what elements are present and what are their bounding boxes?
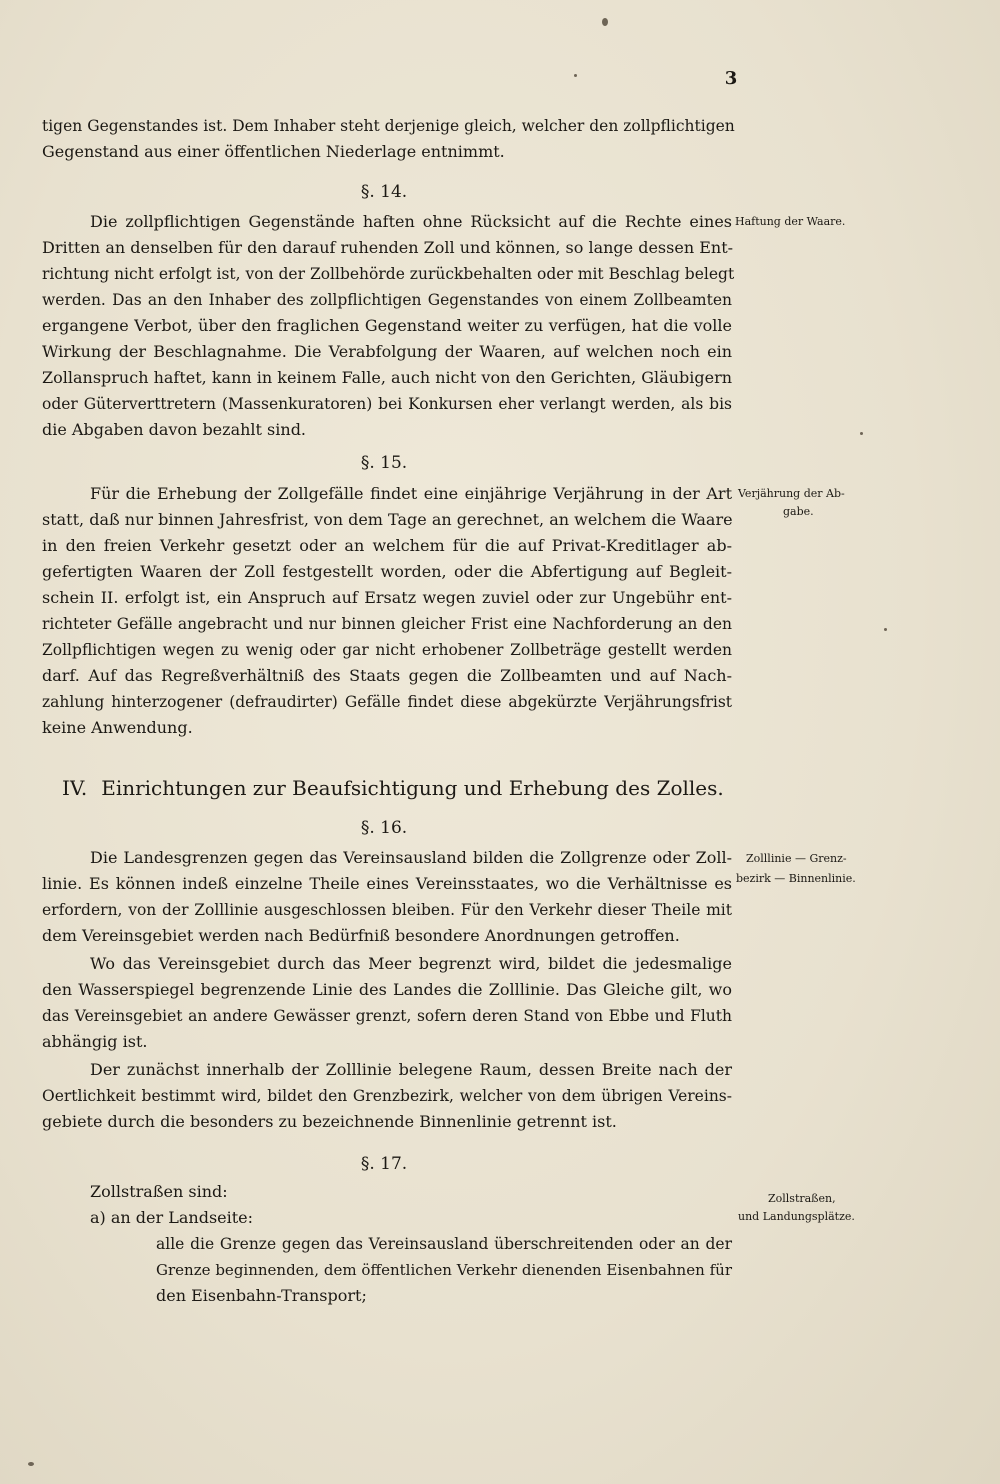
margin-note: und Landungsplätze. <box>738 1210 855 1223</box>
body-line: den Wasserspiegel begrenzende Linie des Landes die Zolllinie. Das Gleiche gilt, wo <box>42 980 732 999</box>
paper-speck <box>574 74 577 77</box>
body-line: richtung nicht erfolgt ist, von der Zollbehörde zurückbehalten oder mit Beschlag belegt <box>42 265 735 283</box>
page-number: 3 <box>724 68 738 89</box>
body-line: die Abgaben davon bezahlt sind. <box>42 420 307 439</box>
paper-speck <box>28 1462 34 1466</box>
body-line: richteter Gefälle angebracht und nur binnen gleicher Frist eine Nachforderung an den <box>42 615 732 633</box>
margin-note: Zollstraßen, <box>768 1192 836 1205</box>
body-line: werden. Das an den Inhaber des zollpflichtigen Gegenstandes von einem Zollbeamten <box>42 291 732 309</box>
body-line: gebiete durch die besonders zu bezeichnende Binnenlinie getrennt ist. <box>42 1112 617 1131</box>
body-line: tigen Gegenstandes ist. Dem Inhaber steht derjenige gleich, welcher den zollpflichtigen <box>42 117 735 135</box>
body-line: alle die Grenze gegen das Vereinsausland überschreitenden oder an der <box>156 1235 732 1253</box>
margin-note: Zolllinie — Grenz- <box>746 852 847 865</box>
body-line: Gegenstand aus einer öffentlichen Niederlage entnimmt. <box>42 142 505 161</box>
body-line: zahlung hinterzogener (defraudirter) Gefälle findet diese abgekürzte Verjährungsfrist <box>42 693 732 711</box>
chapter-heading <box>62 776 724 800</box>
section-title: §. 15. <box>360 453 408 473</box>
body-line: Grenze beginnenden, dem öffentlichen Verkehr dienenden Eisenbahnen für <box>156 1261 732 1279</box>
chapter-title: Einrichtungen zur Beaufsichtigung und Erhebung des Zolles. <box>101 776 724 800</box>
section-title: §. 14. <box>360 182 408 202</box>
body-line: Für die Erhebung der Zollgefälle findet eine einjährige Verjährung in der Art <box>90 484 732 503</box>
chapter-number: IV. <box>62 776 88 800</box>
body-line: Zollpflichtigen wegen zu wenig oder gar nicht erhobener Zollbeträge gestellt werden <box>42 641 732 659</box>
body-line: den Eisenbahn-Transport; <box>156 1286 367 1305</box>
body-line: Die Landesgrenzen gegen das Vereinsausland bilden die Zollgrenze oder Zoll- <box>90 848 732 867</box>
margin-note: Haftung der Waare. <box>735 215 846 228</box>
body-line: Zollstraßen sind: <box>90 1182 228 1201</box>
margin-note: Verjährung der Ab- <box>738 487 845 500</box>
section-title: §. 16. <box>360 818 408 838</box>
body-line: dem Vereinsgebiet werden nach Bedürfniß besondere Anordnungen getroffen. <box>42 926 680 945</box>
body-line: erfordern, von der Zolllinie ausgeschlossen bleiben. Für den Verkehr dieser Theile mit <box>42 901 732 919</box>
body-line: oder Güterverttretern (Massenkuratoren) bei Konkursen eher verlangt werden, als bis <box>42 395 732 413</box>
body-line: Der zunächst innerhalb der Zolllinie belegene Raum, dessen Breite nach der <box>90 1060 732 1079</box>
body-line: Dritten an denselben für den darauf ruhenden Zoll und können, so lange dessen Ent- <box>42 238 734 257</box>
body-line: keine Anwendung. <box>42 718 193 737</box>
body-line: schein II. erfolgt ist, ein Anspruch auf Ersatz wegen zuviel oder zur Ungebühr ent- <box>42 588 732 607</box>
body-line: linie. Es können indeß einzelne Theile eines Vereinsstaates, wo die Verhältnisse es <box>42 874 732 893</box>
margin-note: bezirk — Binnenlinie. <box>736 872 856 885</box>
body-line: Wirkung der Beschlagnahme. Die Verabfolgung der Waaren, auf welchen noch ein <box>42 342 732 361</box>
body-line: Zollanspruch haftet, kann in keinem Falle, auch nicht von den Gerichten, Gläubigern <box>42 368 733 387</box>
body-line: darf. Auf das Regreßverhältniß des Staats gegen die Zollbeamten und auf Nach- <box>42 666 732 685</box>
body-line: Die zollpflichtigen Gegenstände haften ohne Rücksicht auf die Rechte eines <box>90 212 732 231</box>
paper-speck <box>860 432 863 435</box>
body-line: Oertlichkeit bestimmt wird, bildet den Grenzbezirk, welcher von dem übrigen Vereins- <box>42 1087 732 1105</box>
body-line: abhängig ist. <box>42 1032 148 1051</box>
paper-speck <box>884 628 887 631</box>
body-line: Wo das Vereinsgebiet durch das Meer begrenzt wird, bildet die jedesmalige <box>90 954 732 973</box>
body-line: statt, daß nur binnen Jahresfrist, von dem Tage an gerechnet, an welchem die Waare <box>42 510 733 529</box>
paper-speck <box>602 18 608 26</box>
body-line: gefertigten Waaren der Zoll festgestellt worden, oder die Abfertigung auf Begleit- <box>42 562 732 581</box>
body-line: das Vereinsgebiet an andere Gewässer grenzt, sofern deren Stand von Ebbe und Fluth <box>42 1007 732 1025</box>
margin-note: gabe. <box>783 505 814 518</box>
body-line: a) an der Landseite: <box>90 1208 254 1227</box>
section-title: §. 17. <box>360 1154 408 1174</box>
body-line: ergangene Verbot, über den fraglichen Gegenstand weiter zu verfügen, hat die volle <box>42 316 732 335</box>
body-line: in den freien Verkehr gesetzt oder an welchem für die auf Privat-Kreditlager ab- <box>42 536 732 555</box>
